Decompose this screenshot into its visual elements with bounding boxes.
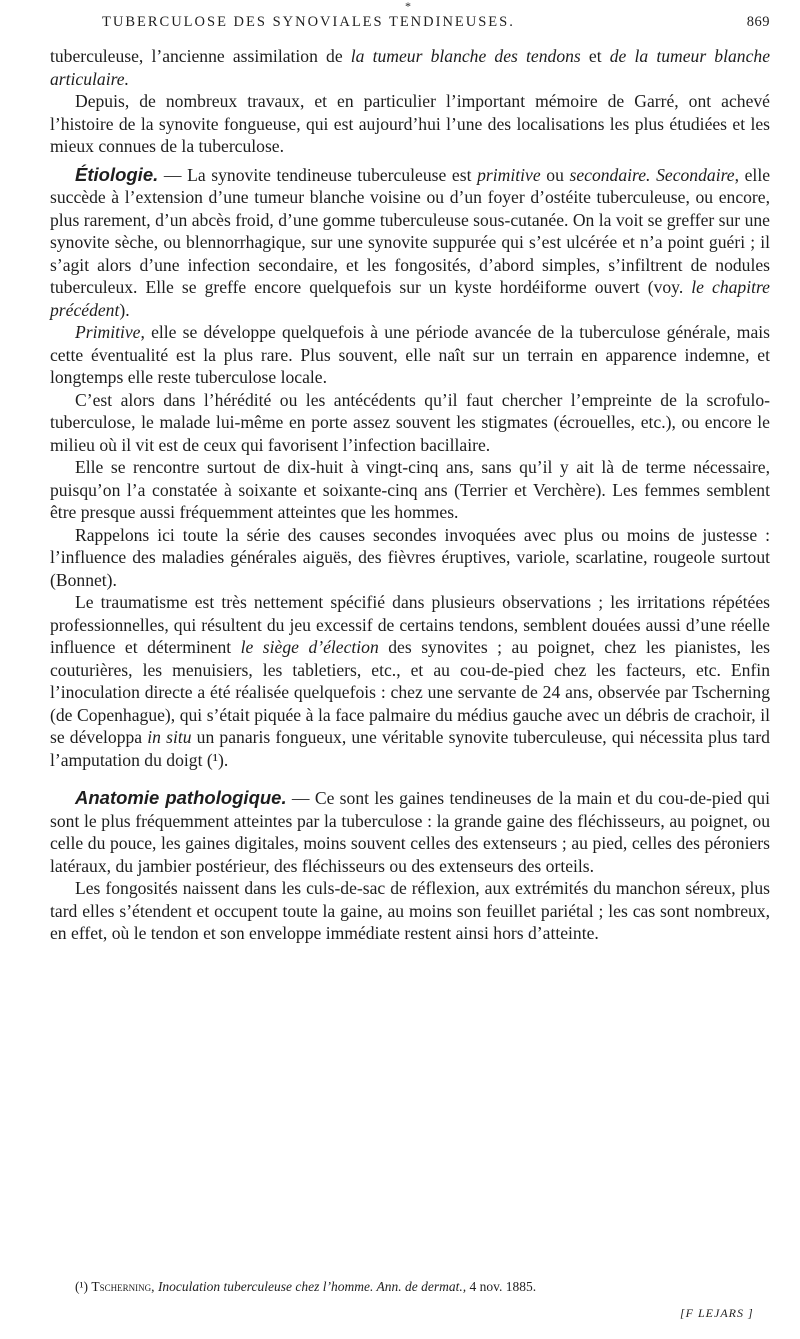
running-header: [50, 14, 770, 34]
text-run: un panaris fongueux, une véritable synovite tuberculeuse, qui nécessita plus tard l’amputation du doigt: [50, 727, 770, 770]
footnote: [75, 1279, 775, 1295]
italic-run: Secondaire: [656, 164, 735, 185]
primitive-paragraph: [50, 321, 770, 389]
age-paragraph: Elle se rencontre surtout de dix-huit à vingt-cinq ans, sans qu’il y ait là de terme nécessaire, puisqu’on l’a constatée à soixante et soixante-cinq ans (Terrier et Verchère). Les femmes semblent être presque aussi fréquemment atteintes que les hommes.: [50, 457, 770, 522]
section-title-etiologie: Étiologie.: [75, 163, 159, 185]
text-run: ou: [540, 164, 570, 185]
text-run: et: [580, 46, 610, 66]
italic-run: secondaire.: [569, 164, 651, 185]
text-run: tuberculeuse, l’ancienne assimilation de: [50, 46, 351, 66]
section-title-anatomie: Anatomie pathologique.: [75, 787, 287, 808]
italic-run: la tumeur blanche des tendons: [350, 46, 581, 66]
text-run: ).: [119, 299, 130, 320]
running-title: TUBERCULOSE DES SYNOVIALES TENDINEUSES.: [102, 14, 515, 30]
page-body: [50, 45, 770, 945]
footnote-date: 4 nov. 1885.: [466, 1279, 537, 1294]
italic-run: le siège d’élection: [240, 637, 379, 657]
italic-run: le chapitre précédent: [50, 277, 770, 320]
signature: [F LEJARS ]: [680, 1306, 754, 1320]
italic-run: de la tumeur blanche articulaire.: [50, 46, 771, 89]
text-run: — Ce sont les gaines tendineuses de la main et du cou-de-pied qui sont le plus fréquemment atteintes par la tuberculose : la grande gaine des fléchisseurs, au poignet, ou celle du pouce, les gaines digitales, moins souvent celles des extenseurs ; au pied, celles des péroniers latéraux, du jambier postérieur, des fléchisseurs ou des extenseurs des orteils.: [50, 788, 770, 876]
footnote-author: Tscherning,: [91, 1279, 155, 1294]
text-run: — La synovite tendineuse tuberculeuse est: [158, 164, 478, 185]
page-mark: *: [405, 0, 411, 13]
anatomie-paragraph: [50, 787, 770, 877]
fongosites-paragraph: Les fongosités naissent dans les culs-de-sac de réflexion, aux extrémités du manchon séreux, plus tard elles s’étendent et occupent toute la gaine, au moins son feuillet pariétal ; les cas sont nombreux, en effet, où le tendon et son enveloppe immédiate restent ainsi hors d’atteinte.: [50, 878, 770, 943]
heredity-paragraph: C’est alors dans l’hérédité ou les antécédents qu’il faut chercher l’empreinte de la scrofulo-tuberculose, le malade lui-même en porte assez souvent les stigmates (écrouelles, etc.), ou encore le milieu où il vit est de ceux qui favorisent l’infection bacillaire.: [50, 389, 770, 455]
footnote-reference[interactable]: (¹).: [202, 749, 229, 770]
etiologie-paragraph: [50, 164, 770, 322]
page-number: 869: [746, 14, 770, 30]
footnote-title: Inoculation tuberculeuse chez l’homme. Ann. de dermat.,: [154, 1279, 467, 1294]
text-run: Le traumatisme est très nettement spécifié dans plusieurs observations ; les irritations répétées professionnelles, qui résultent du jeu excessif de certains tendons, semblent douées aussi d’une réelle influence et déterminent: [50, 592, 770, 657]
footnote-marker: (¹): [75, 1279, 92, 1294]
italic-run: in situ: [147, 727, 192, 747]
text-run: , elle se développe quelquefois à une période avancée de la tuberculose générale, mais cette éventualité est la plus rare. Plus souvent, elle naît sur un terrain en apparence indemne, et longtemps elle reste tuberculose locale.: [50, 322, 770, 387]
italic-run: primitive: [477, 164, 541, 185]
intro-paragraph: Depuis, de nombreux travaux, et en particulier l’important mémoire de Garré, ont achevé l’histoire de la synovite fongueuse, qui est aujourd’hui l’une des localisations les plus étudiées et les mieux connues de la tuberculose.: [50, 91, 770, 156]
italic-run: Primitive: [75, 322, 141, 342]
traumatism-paragraph: [50, 591, 770, 771]
text-run: des synovites ; au poignet, chez les pianistes, les couturières, les menuisiers, les tabletiers, etc., et au cou-de-pied chez les facteurs, etc. Enfin l’inoculation directe a été réalisée quelquefois : chez une servante de 24 ans, observée par Tscherning (de Copenhague), qui s’était piquée à la face palmaire du médius gauche avec un débris de crachoir, il se développa: [50, 637, 770, 747]
intro-paragraph-continued: [50, 45, 770, 90]
text-run: , elle succède à l’extension d’une tumeur blanche voisine ou d’un foyer d’ostéite tuberculeuse, ou encore, plus rarement, d’un abcès froid, d’une gomme tuberculeuse sous-cutanée. On la voit se greffer sur une synovite sèche, ou blennorrhagique, sur une synovite suppurée qui s’est ulcérée et n’a point guéri ; il s’agit alors d’une infection secondaire, et les fongosités, d’abord simples, s’infiltrent de nodules tuberculeux. Elle se greffe encore quelquefois sur un kyste hordéiforme ouvert (voy.: [50, 164, 771, 297]
causes-paragraph: Rappelons ici toute la série des causes secondes invoquées avec plus ou moins de justesse : l’influence des maladies générales aiguës, des fièvres éruptives, variole, scarlatine, rougeole surtout (Bonnet).: [50, 524, 770, 590]
